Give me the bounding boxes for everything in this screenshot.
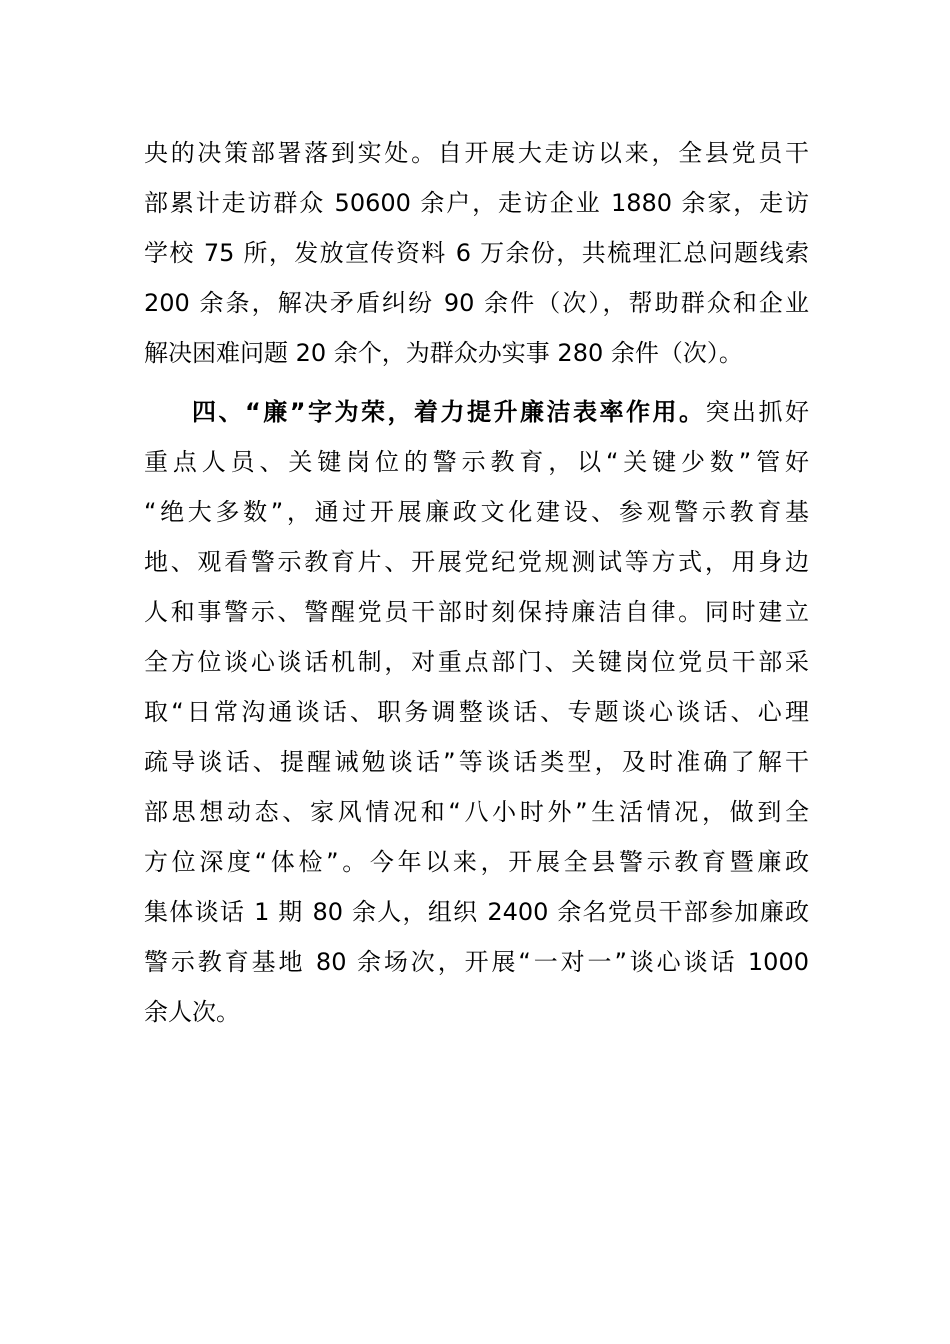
- paragraph-2-line: 警示教育基地 80 余场次，开展“一对一”谈心谈话 1000: [144, 948, 809, 976]
- paragraph-2-line: 疏导谈话、提醒诫勉谈话”等谈话类型，及时准确了解干: [144, 748, 809, 776]
- paragraph-1-line: 部累计走访群众 50600 余户，走访企业 1880 余家，走访: [144, 189, 809, 217]
- paragraph-1-line: 央的决策部署落到实处。自开展大走访以来，全县党员干: [144, 139, 809, 167]
- paragraph-2-first-line-rest: 突出抓好: [705, 398, 810, 426]
- paragraph-1-line: 学校 75 所，发放宣传资料 6 万余份，共梳理汇总问题线索: [144, 239, 809, 267]
- paragraph-2-line: 部思想动态、家风情况和“八小时外”生活情况，做到全: [144, 798, 809, 826]
- paragraph-2-line: “绝大多数”，通过开展廉政文化建设、参观警示教育基: [144, 498, 809, 526]
- paragraph-1: [144, 128, 809, 378]
- paragraph-1-line: 解决困难问题 20 余个，为群众办实事 280 余件（次）。: [144, 339, 743, 367]
- paragraph-2-line: 方位深度“体检”。今年以来，开展全县警示教育暨廉政: [144, 848, 809, 876]
- paragraph-2-first-line: [144, 387, 809, 437]
- paragraph-1-line: 200 余条，解决矛盾纠纷 90 余件（次），帮助群众和企业: [144, 289, 809, 317]
- paragraph-2-line: 取“日常沟通谈话、职务调整谈话、专题谈心谈话、心理: [144, 698, 809, 726]
- paragraph-2-line: 集体谈话 1 期 80 余人，组织 2400 余名党员干部参加廉政: [144, 898, 809, 926]
- paragraph-2-line: 全方位谈心谈话机制，对重点部门、关键岗位党员干部采: [144, 648, 809, 676]
- section-heading: 四、“廉”字为荣，着力提升廉洁表率作用。: [192, 398, 706, 426]
- paragraph-2: [144, 387, 809, 1037]
- paragraph-2-line: 地、观看警示教育片、开展党纪党规测试等方式，用身边: [144, 548, 809, 576]
- paragraph-2-line: 余人次。: [144, 998, 240, 1026]
- paragraph-2-line: 人和事警示、警醒党员干部时刻保持廉洁自律。同时建立: [144, 598, 809, 626]
- paragraph-2-line: 重点人员、关键岗位的警示教育，以“关键少数”管好: [144, 448, 809, 476]
